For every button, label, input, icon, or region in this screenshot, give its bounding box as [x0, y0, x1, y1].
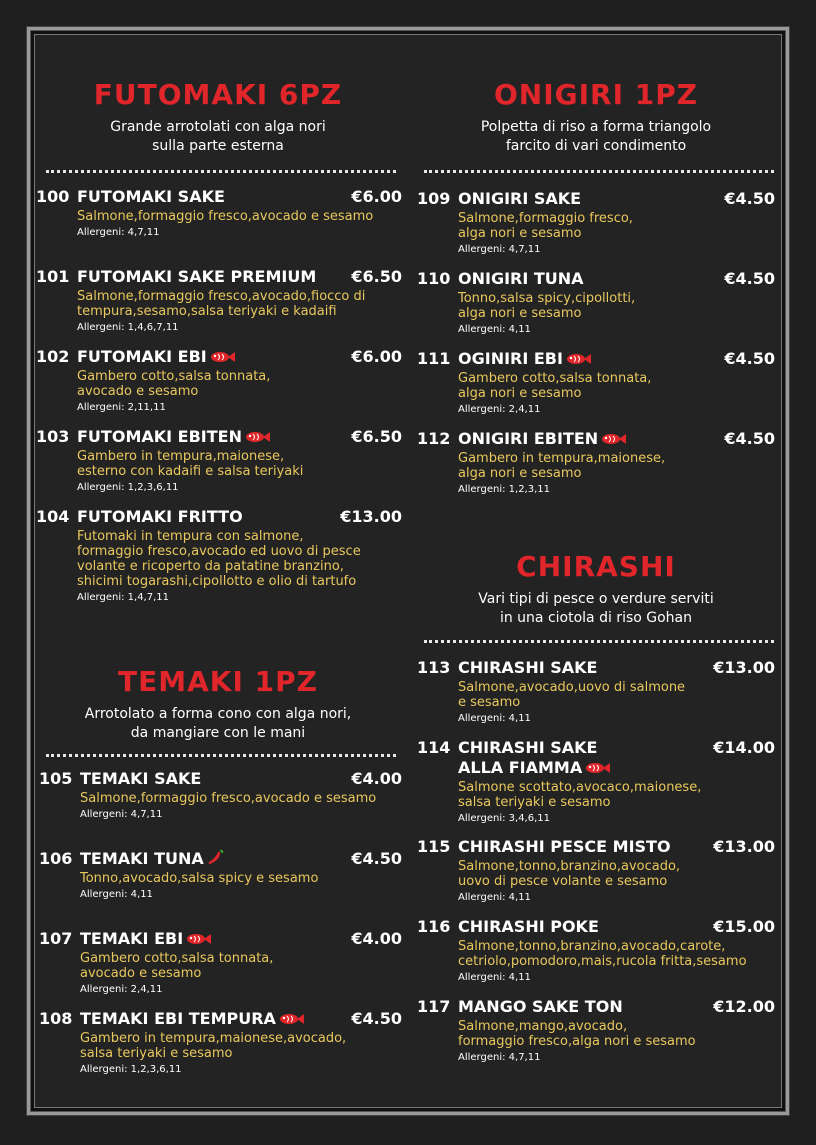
- item-number: 116: [417, 917, 451, 936]
- item-number: 115: [417, 837, 451, 856]
- item-number: 113: [417, 658, 451, 677]
- item-name-text: OGINIRI EBI: [458, 349, 563, 368]
- futomaki-desc-line2: sulla parte esterna: [152, 138, 284, 154]
- item-description: uovo di pesce volante e sesamo: [458, 874, 668, 889]
- item-header: [417, 658, 775, 678]
- item-name: [458, 837, 713, 857]
- item-price: €6.00: [351, 187, 402, 206]
- item-name-text: MANGO SAKE TON: [458, 997, 623, 1016]
- temaki-desc-line1: Arrotolato a forma cono con alga nori,: [84, 706, 352, 722]
- item-name-text: FUTOMAKI SAKE PREMIUM: [77, 267, 317, 286]
- item-number: 108: [39, 1009, 73, 1028]
- item-price: €4.50: [351, 849, 402, 868]
- item-name: [80, 929, 351, 949]
- futomaki-description: [58, 118, 378, 156]
- item-header: [39, 849, 402, 869]
- item-price: €4.00: [351, 929, 402, 948]
- item-allergens: Allergeni: 4,7,11: [458, 1052, 541, 1063]
- item-allergens: Allergeni: 2,4,11: [458, 404, 541, 415]
- item-description: avocado e sesamo: [77, 384, 199, 399]
- fish-icon: [185, 931, 211, 945]
- item-description: Salmone,formaggio fresco,avocado e sesamo: [77, 209, 374, 224]
- onigiri-title: ONIGIRI 1PZ: [493, 78, 699, 111]
- item-name: [77, 347, 351, 367]
- onigiri-divider: [424, 170, 774, 173]
- item-description: tempura,sesamo,salsa teriyaki e kadaifi: [77, 304, 337, 319]
- item-description: Salmone,tonno,branzino,avocado,carote,: [458, 939, 726, 954]
- temaki-divider: [46, 754, 396, 757]
- item-description: esterno con kadaifi e salsa teriyaki: [77, 464, 304, 479]
- item-header: [36, 187, 402, 207]
- item-number: 101: [36, 267, 70, 286]
- fish-icon: [600, 431, 626, 445]
- item-name: [458, 429, 724, 449]
- item-name-text: TEMAKI SAKE: [80, 769, 202, 788]
- item-name-text-line2: ALLA FIAMMA: [458, 758, 583, 777]
- chirashi-title: CHIRASHI: [516, 550, 676, 583]
- item-header: [36, 427, 402, 447]
- item-name-text: TEMAKI EBI: [80, 929, 184, 948]
- menu-item: [39, 1009, 402, 1077]
- item-name: [80, 1009, 351, 1029]
- item-name: [458, 997, 713, 1017]
- futomaki-divider: [46, 170, 396, 173]
- chirashi-desc-line2: in una ciotola di riso Gohan: [499, 610, 693, 626]
- item-description: alga nori e sesamo: [458, 226, 582, 241]
- item-description: Tonno,avocado,salsa spicy e sesamo: [80, 871, 319, 886]
- item-header: [417, 189, 775, 209]
- menu-item: [417, 269, 775, 337]
- item-header: [36, 267, 402, 287]
- item-number: 110: [417, 269, 451, 288]
- chili-icon: [206, 848, 224, 866]
- item-allergens: Allergeni: 4,7,11: [80, 809, 163, 820]
- item-name: [458, 738, 713, 778]
- item-name: [77, 427, 351, 447]
- item-number: 102: [36, 347, 70, 366]
- onigiri-desc-line2: farcito di vari condimento: [505, 138, 687, 154]
- item-allergens: Allergeni: 4,7,11: [458, 244, 541, 255]
- fish-icon: [584, 760, 610, 774]
- futomaki-title: FUTOMAKI 6PZ: [93, 78, 343, 111]
- item-description: Gambero cotto,salsa tonnata,: [80, 951, 274, 966]
- item-description: Salmone,formaggio fresco,avocado,fiocco di: [77, 289, 366, 304]
- menu-item: [417, 349, 775, 417]
- menu-item: [417, 917, 775, 985]
- item-price: €4.50: [724, 189, 775, 208]
- item-description: Gambero cotto,salsa tonnata,: [458, 371, 652, 386]
- item-header: [417, 738, 775, 778]
- menu-item: [417, 189, 775, 257]
- item-allergens: Allergeni: 4,11: [458, 972, 531, 983]
- item-description: formaggio fresco,avocado ed uovo di pesce: [77, 544, 361, 559]
- fish-icon: [209, 349, 235, 363]
- item-number: 112: [417, 429, 451, 448]
- item-description: salsa teriyaki e sesamo: [458, 795, 611, 810]
- item-allergens: Allergeni: 2,4,11: [80, 984, 163, 995]
- item-allergens: Allergeni: 1,4,7,11: [77, 592, 169, 603]
- item-price: €13.00: [713, 658, 775, 677]
- item-name-text: TEMAKI EBI TEMPURA: [80, 1009, 276, 1028]
- item-header: [417, 429, 775, 449]
- item-header: [417, 997, 775, 1017]
- item-price: €13.00: [340, 507, 402, 526]
- item-number: 106: [39, 849, 73, 868]
- item-price: €4.00: [351, 769, 402, 788]
- item-number: 104: [36, 507, 70, 526]
- item-price: €6.00: [351, 347, 402, 366]
- item-number: 114: [417, 738, 451, 757]
- item-description: volante e ricoperto da patatine branzino,: [77, 559, 344, 574]
- item-name-text: CHIRASHI SAKE: [458, 658, 598, 677]
- item-description: Gambero cotto,salsa tonnata,: [77, 369, 271, 384]
- item-name: [458, 269, 724, 289]
- item-name-text: CHIRASHI PESCE MISTO: [458, 837, 671, 856]
- item-description: Gambero in tempura,maionese,avocado,: [80, 1031, 347, 1046]
- temaki-description: [58, 705, 378, 743]
- item-allergens: Allergeni: 1,2,3,6,11: [80, 1064, 182, 1075]
- item-allergens: Allergeni: 4,11: [458, 713, 531, 724]
- item-allergens: Allergeni: 4,11: [80, 889, 153, 900]
- menu-item: [36, 347, 402, 415]
- item-name: [80, 849, 351, 869]
- item-name: [77, 187, 351, 207]
- item-price: €13.00: [713, 837, 775, 856]
- item-header: [36, 507, 402, 527]
- temaki-desc-line2: da mangiare con le mani: [130, 725, 306, 741]
- item-header: [39, 769, 402, 789]
- menu-item: [36, 267, 402, 335]
- fish-icon: [244, 429, 270, 443]
- item-description: salsa teriyaki e sesamo: [80, 1046, 233, 1061]
- item-description: Salmone,formaggio fresco,avocado e sesamo: [80, 791, 377, 806]
- item-description: Salmone,tonno,branzino,avocado,: [458, 859, 681, 874]
- item-name-text: CHIRASHI SAKE: [458, 738, 598, 757]
- menu-item: [417, 658, 775, 726]
- item-description: alga nori e sesamo: [458, 386, 582, 401]
- item-name-text: FUTOMAKI SAKE: [77, 187, 225, 206]
- menu-item: [417, 837, 775, 905]
- item-description: Gambero in tempura,maionese,: [77, 449, 285, 464]
- item-header: [36, 347, 402, 367]
- item-description: Tonno,salsa spicy,cipollotti,: [458, 291, 636, 306]
- menu-item: [39, 769, 402, 822]
- item-description: Salmone,formaggio fresco,: [458, 211, 633, 226]
- item-header: [417, 837, 775, 857]
- menu-item: [36, 427, 402, 495]
- item-price: €14.00: [713, 738, 775, 757]
- item-price: €4.50: [724, 269, 775, 288]
- item-number: 103: [36, 427, 70, 446]
- futomaki-desc-line1: Grande arrotolati con alga nori: [110, 119, 326, 135]
- item-price: €6.50: [351, 427, 402, 446]
- item-name-text: FUTOMAKI EBI: [77, 347, 207, 366]
- item-name-text: FUTOMAKI EBITEN: [77, 427, 242, 446]
- item-description: cetriolo,pomodoro,mais,rucola fritta,sesamo: [458, 954, 747, 969]
- fish-icon: [278, 1011, 304, 1025]
- item-description: avocado e sesamo: [80, 966, 202, 981]
- item-header: [417, 349, 775, 369]
- item-number: 117: [417, 997, 451, 1016]
- menu-item: [39, 929, 402, 997]
- item-allergens: Allergeni: 2,11,11: [77, 402, 166, 413]
- onigiri-desc-line1: Polpetta di riso a forma triangolo: [480, 119, 712, 135]
- item-name: [80, 769, 351, 789]
- item-name-text: ONIGIRI SAKE: [458, 189, 582, 208]
- item-header: [39, 1009, 402, 1029]
- item-price: €15.00: [713, 917, 775, 936]
- chirashi-desc-line1: Vari tipi di pesce o verdure serviti: [478, 591, 714, 607]
- item-name: [458, 189, 724, 209]
- chirashi-divider: [424, 640, 774, 643]
- item-description: Salmone,mango,avocado,: [458, 1019, 628, 1034]
- item-name-text: CHIRASHI POKE: [458, 917, 599, 936]
- item-price: €4.50: [724, 349, 775, 368]
- item-description: alga nori e sesamo: [458, 306, 582, 321]
- item-header: [417, 269, 775, 289]
- temaki-title: TEMAKI 1PZ: [118, 665, 318, 698]
- item-description: alga nori e sesamo: [458, 466, 582, 481]
- menu-item: [417, 429, 775, 497]
- item-description: shicimi togarashi,cipollotto e olio di tartufo: [77, 574, 357, 589]
- item-price: €4.50: [724, 429, 775, 448]
- item-price: €6.50: [351, 267, 402, 286]
- item-allergens: Allergeni: 4,7,11: [77, 227, 160, 238]
- item-name-text: ONIGIRI TUNA: [458, 269, 584, 288]
- onigiri-description: [436, 118, 756, 156]
- menu-item: [417, 997, 775, 1065]
- item-allergens: Allergeni: 1,4,6,7,11: [77, 322, 179, 333]
- item-number: 100: [36, 187, 70, 206]
- item-name: [77, 507, 340, 527]
- menu-item: [36, 507, 402, 605]
- menu-item: [36, 187, 402, 240]
- item-name-text: ONIGIRI EBITEN: [458, 429, 599, 448]
- item-name: [458, 349, 724, 369]
- item-description: formaggio fresco,alga nori e sesamo: [458, 1034, 696, 1049]
- item-name: [458, 917, 713, 937]
- item-header: [39, 929, 402, 949]
- item-allergens: Allergeni: 1,2,3,6,11: [77, 482, 179, 493]
- item-number: 107: [39, 929, 73, 948]
- item-name: [458, 658, 713, 678]
- menu-item: [39, 849, 402, 902]
- menu-item: [417, 738, 775, 826]
- item-number: 109: [417, 189, 451, 208]
- item-allergens: Allergeni: 1,2,3,11: [458, 484, 550, 495]
- item-description: Gambero in tempura,maionese,: [458, 451, 666, 466]
- item-allergens: Allergeni: 4,11: [458, 892, 531, 903]
- item-description: Salmone,avocado,uovo di salmone: [458, 680, 686, 695]
- item-name: [77, 267, 351, 287]
- chirashi-description: [436, 590, 756, 628]
- item-description: e sesamo: [458, 695, 521, 710]
- item-name-text: TEMAKI TUNA: [80, 849, 204, 868]
- item-price: €4.50: [351, 1009, 402, 1028]
- item-description: Futomaki in tempura con salmone,: [77, 529, 304, 544]
- item-allergens: Allergeni: 3,4,6,11: [458, 813, 550, 824]
- item-name-text: FUTOMAKI FRITTO: [77, 507, 243, 526]
- item-header: [417, 917, 775, 937]
- item-allergens: Allergeni: 4,11: [458, 324, 531, 335]
- fish-icon: [565, 351, 591, 365]
- item-number: 105: [39, 769, 73, 788]
- item-number: 111: [417, 349, 451, 368]
- item-price: €12.00: [713, 997, 775, 1016]
- item-description: Salmone scottato,avocaco,maionese,: [458, 780, 702, 795]
